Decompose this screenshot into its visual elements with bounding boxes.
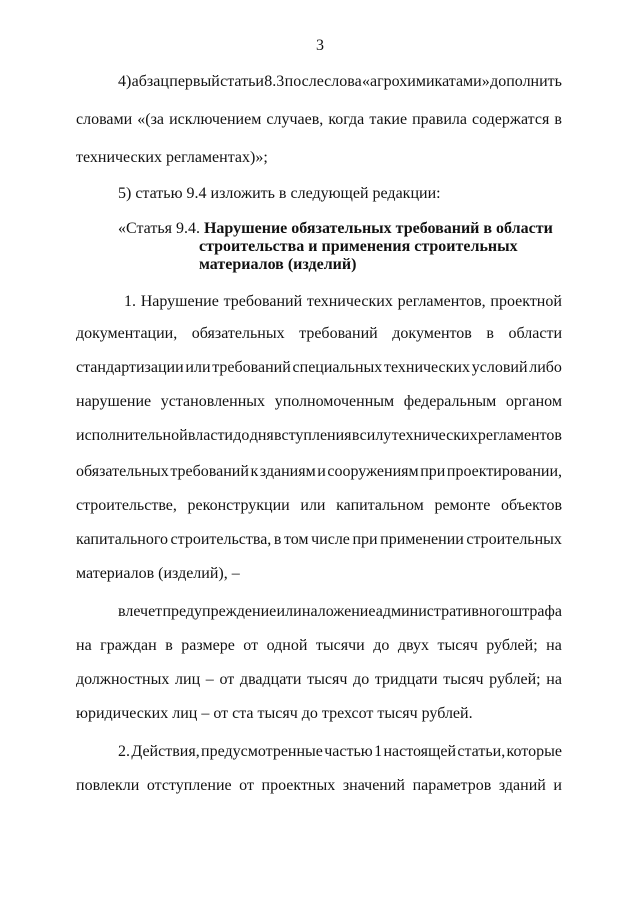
text-line — [118, 742, 562, 762]
word: области — [508, 325, 562, 342]
word: ремонте — [434, 497, 491, 514]
word: регламентов, — [397, 293, 486, 310]
word: проектной — [490, 293, 562, 310]
word: должностных — [76, 671, 170, 688]
word: от — [219, 671, 235, 688]
word: в — [273, 531, 282, 548]
word: «агрохимикатами» — [362, 73, 490, 90]
text-line — [76, 530, 562, 550]
word: при — [420, 463, 446, 480]
word: технических — [384, 359, 470, 376]
word: зданиям — [259, 463, 316, 480]
word: или — [300, 497, 326, 514]
text-line — [76, 110, 562, 130]
word: требований — [212, 359, 291, 376]
word: требований — [223, 293, 303, 310]
word: тридцати — [374, 671, 438, 688]
word: содержатся — [472, 111, 550, 128]
word: – — [205, 671, 214, 688]
word: настоящей — [383, 743, 457, 760]
word: статьи, — [457, 743, 506, 760]
word: до — [353, 671, 370, 688]
word: федеральным — [403, 393, 497, 410]
word: строительных — [466, 531, 562, 548]
word: применении — [380, 531, 464, 548]
article-heading-line: строительства и применения строительных — [199, 238, 518, 255]
article-heading-title: Нарушение обязательных требований в области — [203, 220, 553, 237]
text-line: материалов (изделий), – — [76, 565, 240, 582]
text-line — [76, 776, 562, 796]
word: предусмотренные — [201, 743, 323, 760]
word: реконструкции — [187, 497, 290, 514]
word: регламентов — [477, 427, 562, 444]
text-line — [76, 324, 562, 344]
word: двадцати — [239, 671, 302, 688]
word: силу — [359, 427, 392, 444]
word: технических — [391, 427, 478, 444]
word: органом — [505, 393, 562, 410]
word: от — [239, 777, 254, 794]
word: на — [76, 637, 92, 654]
word: к — [250, 463, 259, 480]
word: капитального — [76, 531, 168, 548]
article-heading-line: материалов (изделий) — [199, 256, 357, 273]
word: требований — [299, 325, 378, 342]
word: которые — [506, 743, 562, 760]
word: Нарушение — [140, 293, 219, 310]
page-number: 3 — [316, 37, 324, 54]
article-heading-prefix: «Статья 9.4. — [118, 220, 200, 237]
word: штрафа — [509, 603, 562, 620]
word: влечет — [118, 603, 163, 620]
text-line — [76, 496, 562, 516]
text-line — [118, 72, 562, 92]
word: при — [352, 531, 378, 548]
word: обязательных — [191, 325, 285, 342]
word: 2. — [118, 743, 130, 760]
word: повлекли — [76, 777, 140, 794]
word: и — [553, 777, 562, 794]
text-line: 5) статью 9.4 изложить в следующей редакции: — [118, 185, 441, 202]
word: от — [243, 637, 259, 654]
word: «(за — [137, 111, 165, 128]
word: 8.3 — [264, 73, 285, 90]
word: такие — [369, 111, 408, 128]
word: власти — [187, 427, 233, 444]
word: отступление — [146, 777, 232, 794]
word: рублей; — [489, 671, 541, 688]
word: обязательных — [76, 463, 169, 480]
word: на — [546, 637, 562, 654]
word: технических — [306, 293, 393, 310]
word: тысяч — [307, 671, 348, 688]
word: частью — [324, 743, 373, 760]
word: специальных — [292, 359, 383, 376]
word: после — [284, 73, 324, 90]
word: 1. — [124, 293, 136, 310]
word: 1 — [374, 743, 383, 760]
word: лиц — [175, 671, 201, 688]
text-line — [76, 426, 562, 446]
word: исключением — [169, 111, 262, 128]
word: абзац — [131, 73, 169, 90]
word: требований — [170, 463, 249, 480]
article-heading-line — [118, 219, 553, 239]
word: до — [233, 427, 250, 444]
word: двух — [397, 637, 429, 654]
word: документации, — [76, 325, 178, 342]
word: статьи — [220, 73, 264, 90]
word: рублей; — [486, 637, 538, 654]
word: тысячи — [315, 637, 365, 654]
word: первый — [169, 73, 220, 90]
text-line — [76, 462, 562, 482]
text-line: технических регламентах)»; — [76, 149, 268, 166]
word: в — [486, 325, 494, 342]
text-line — [118, 602, 562, 622]
word: наложение — [301, 603, 376, 620]
word: документов — [392, 325, 472, 342]
word: числе — [311, 531, 350, 548]
word: дополнить — [490, 73, 562, 90]
word: словами — [76, 111, 133, 128]
word: сооружениям — [327, 463, 419, 480]
word: вступления — [274, 427, 352, 444]
word: либо — [529, 359, 562, 376]
text-line: юридических лиц – от ста тысяч до трехсот тысяч рублей. — [76, 705, 473, 722]
word: зданий — [498, 777, 546, 794]
word: когда — [328, 111, 365, 128]
word: размере — [181, 637, 235, 654]
word: стандартизации — [76, 359, 184, 376]
word: слова — [324, 73, 362, 90]
word: строительства, — [170, 531, 272, 548]
word: одной — [266, 637, 308, 654]
word: случаев, — [266, 111, 324, 128]
word: проектировании, — [446, 463, 562, 480]
word: или — [185, 359, 211, 376]
word: до — [373, 637, 390, 654]
text-line — [76, 392, 562, 412]
word: административного — [375, 603, 510, 620]
text-line — [76, 670, 562, 690]
word: 4) — [118, 73, 132, 90]
word: граждан — [100, 637, 157, 654]
word: Действия, — [131, 743, 200, 760]
word: исполнительной — [76, 427, 188, 444]
word: на — [546, 671, 562, 688]
word: тысяч — [443, 671, 484, 688]
word: параметров — [412, 777, 492, 794]
word: тысяч — [437, 637, 478, 654]
word: дня — [249, 427, 274, 444]
word: установленных — [160, 393, 266, 410]
word: капитальном — [336, 497, 424, 514]
word: уполномоченным — [274, 393, 395, 410]
word: условий — [471, 359, 528, 376]
word: проектных — [261, 777, 336, 794]
word: предупреждение — [162, 603, 277, 620]
word: строительстве, — [76, 497, 177, 514]
text-line — [124, 292, 562, 312]
text-line — [76, 358, 562, 378]
word: нарушение — [76, 393, 152, 410]
word: в — [165, 637, 173, 654]
text-line — [76, 636, 562, 656]
word: значений — [342, 777, 405, 794]
word: объектов — [500, 497, 562, 514]
word: в — [554, 111, 562, 128]
word: или — [276, 603, 302, 620]
word: том — [283, 531, 309, 548]
word: и — [317, 463, 326, 480]
word: правила — [412, 111, 467, 128]
word: в — [351, 427, 360, 444]
